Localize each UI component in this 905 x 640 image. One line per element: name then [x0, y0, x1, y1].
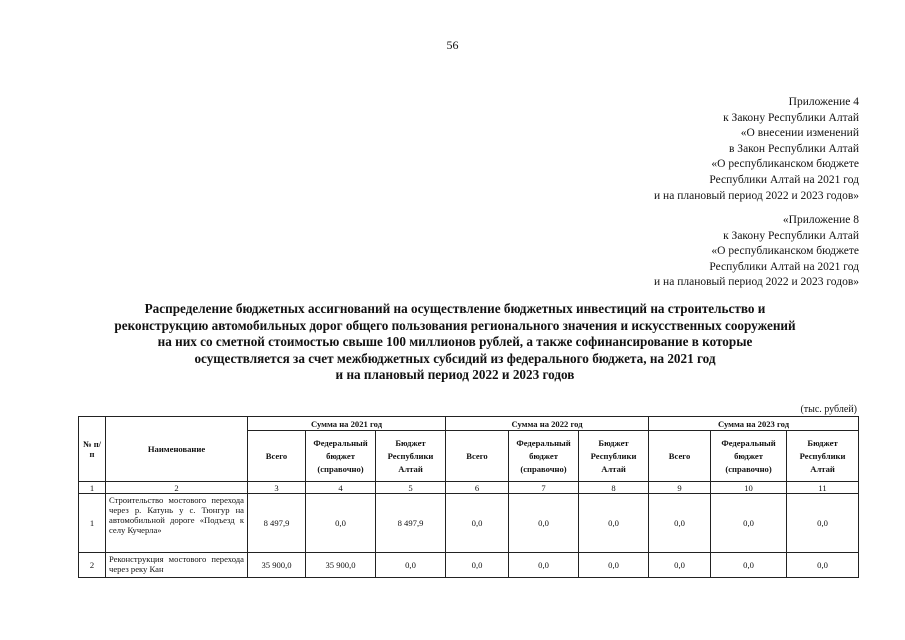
header-year-2022: Сумма на 2022 год	[446, 417, 649, 431]
page-number: 56	[446, 38, 459, 52]
value-cell: 0,0	[711, 553, 787, 578]
header-year-2021: Сумма на 2021 год	[248, 417, 446, 431]
header-federal: Федеральный бюджет (справочно)	[306, 431, 376, 482]
table-row	[79, 553, 859, 578]
header-federal: Федеральный бюджет (справочно)	[711, 431, 787, 482]
row-name: Реконструкция мостового перехода через реку Кан	[106, 553, 248, 578]
header-total: Всего	[446, 431, 509, 482]
unit-label: (тыс. рублей)	[800, 404, 857, 415]
annex-current-line: Республики Алтай на 2021 год	[709, 173, 859, 186]
column-number: 5	[376, 482, 446, 494]
column-number: 9	[649, 482, 711, 494]
annex-current-line: Приложение 4	[788, 96, 859, 108]
annex-prior-line: и на плановый период 2022 и 2023 годов»	[654, 276, 859, 289]
value-cell: 35 900,0	[306, 553, 376, 578]
value-cell: 0,0	[446, 553, 509, 578]
value-cell: 0,0	[306, 494, 376, 553]
column-number-row	[79, 482, 859, 494]
annex-current-line: «О республиканском бюджете	[711, 158, 859, 171]
annex-prior-line: «Приложение 8	[782, 214, 859, 226]
value-cell: 8 497,9	[248, 494, 306, 553]
title-line: осуществляется за счет межбюджетных субсидий из федерального бюджета, на 2021 год	[194, 350, 716, 366]
header-total: Всего	[649, 431, 711, 482]
header-year-2023: Сумма на 2023 год	[649, 417, 859, 431]
title-line: на них со сметной стоимостью свыше 100 миллионов рублей, а также софинансирование в которые	[157, 334, 753, 350]
annex-current-line: к Закону Республики Алтай	[723, 111, 859, 124]
header-total: Всего	[248, 431, 306, 482]
value-cell: 0,0	[446, 494, 509, 553]
column-number: 4	[306, 482, 376, 494]
value-cell: 0,0	[509, 553, 579, 578]
table-row	[79, 494, 859, 553]
header-regional: Бюджет Республики Алтай	[787, 431, 859, 482]
annex-current-line: и на плановый период 2022 и 2023 годов»	[654, 189, 859, 202]
row-name: Строительство мостового перехода через р. Катунь у с. Тюнгур на автомобильной дороге «Подъезд к селу Кучерла»	[106, 494, 248, 553]
value-cell: 0,0	[787, 494, 859, 553]
header-regional: Бюджет Республики Алтай	[579, 431, 649, 482]
title-line: и на плановый период 2022 и 2023 годов	[335, 367, 575, 383]
value-cell: 0,0	[579, 553, 649, 578]
value-cell: 0,0	[376, 553, 446, 578]
column-number: 3	[248, 482, 306, 494]
value-cell: 0,0	[509, 494, 579, 553]
title-line: реконструкцию автомобильных дорог общего пользования регионального значения и искусственных сооружений	[114, 317, 796, 333]
value-cell: 0,0	[579, 494, 649, 553]
annex-current-block	[654, 95, 859, 204]
column-number: 8	[579, 482, 649, 494]
title-line: Распределение бюджетных ассигнований на осуществление бюджетных инвестиций на строительство и	[144, 301, 766, 316]
column-number: 11	[787, 482, 859, 494]
column-number: 6	[446, 482, 509, 494]
column-number: 10	[711, 482, 787, 494]
value-cell: 35 900,0	[248, 553, 306, 578]
annex-prior-block	[654, 213, 859, 291]
annex-current-line: «О внесении изменений	[740, 127, 859, 140]
value-cell: 0,0	[711, 494, 787, 553]
column-number: 7	[509, 482, 579, 494]
header-number: № п/п	[79, 417, 106, 482]
value-cell: 0,0	[787, 553, 859, 578]
value-cell: 0,0	[649, 494, 711, 553]
header-federal: Федеральный бюджет (справочно)	[509, 431, 579, 482]
annex-prior-line: «О республиканском бюджете	[711, 245, 859, 258]
annex-prior-line: Республики Алтай на 2021 год	[709, 260, 859, 273]
budget-table	[78, 416, 859, 578]
row-number: 1	[79, 494, 106, 553]
value-cell: 0,0	[649, 553, 711, 578]
value-cell: 8 497,9	[376, 494, 446, 553]
column-number: 1	[79, 482, 106, 494]
row-number: 2	[79, 553, 106, 578]
column-number: 2	[106, 482, 248, 494]
document-title	[60, 301, 850, 384]
annex-current-line: в Закон Республики Алтай	[729, 142, 859, 155]
annex-prior-line: к Закону Республики Алтай	[723, 229, 859, 242]
header-name: Наименование	[106, 417, 248, 482]
header-regional: Бюджет Республики Алтай	[376, 431, 446, 482]
